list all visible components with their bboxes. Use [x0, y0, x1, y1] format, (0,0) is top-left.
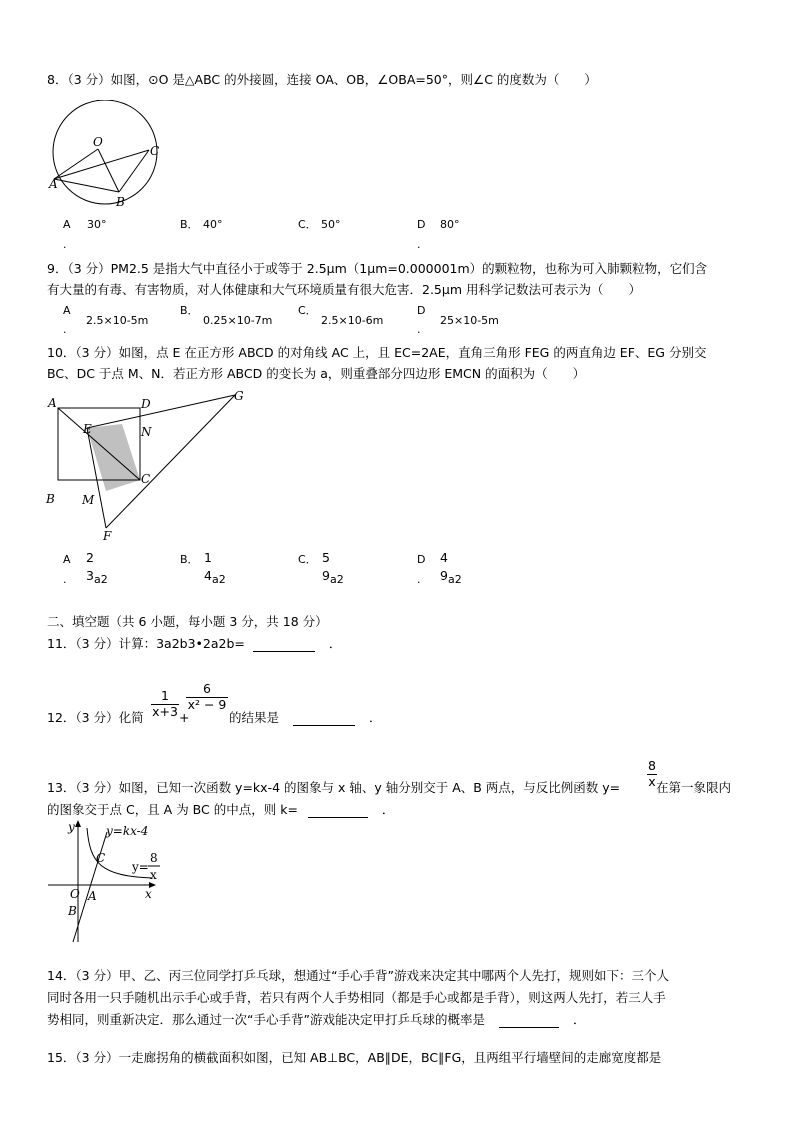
q14-line3: 势相同，则重新决定．那么通过一次“手心手背”游戏能决定甲打乒乓球的概率是 ． — [47, 1012, 586, 1027]
q11-text: 11．（3 分）计算：3a2b3•2a2b= ． — [47, 636, 342, 651]
q8-label-a: A — [49, 177, 58, 191]
q9-opt-d-dot: . — [417, 323, 421, 336]
q12-prefix: 12．（3 分）化简 — [47, 710, 144, 725]
q13-label-curve-den: x — [150, 868, 157, 882]
q10-opt-a-frac: 2 3 — [86, 550, 94, 583]
q10-label-c: C — [141, 472, 151, 486]
q10-label-f: F — [103, 529, 112, 543]
q10-label-g: G — [234, 389, 244, 403]
q10-opt-d-dot: . — [417, 573, 421, 586]
q8-stem: 8．（3 分）如图，⊙O 是△ABC 的外接圆，连接 OA、OB，∠OBA=50°，则∠C 的度数为（ ） — [47, 72, 597, 87]
q10-opt-b-frac: 1 4 — [204, 550, 212, 583]
q9-opt-d-text: 25×10-5m — [440, 314, 499, 327]
q9-opt-a-dot: . — [63, 323, 67, 336]
q8-opt-a-dot: . — [63, 238, 67, 251]
q10-label-e: E — [83, 422, 92, 436]
q10-opt-c-letter: C． — [298, 553, 317, 566]
q13-label-o: O — [70, 887, 80, 901]
q13-label-x: x — [145, 887, 152, 901]
q8-opt-d-text: 80° — [440, 218, 460, 231]
q9-opt-c-letter: C． — [298, 304, 317, 317]
q8-opt-b-letter: B． — [180, 218, 199, 231]
q9-opt-c-text: 2.5×10-6m — [321, 314, 384, 327]
q10-opt-c-frac: 5 9 — [322, 550, 330, 583]
q13-label-a: A — [88, 889, 97, 903]
q13-label-curve-prefix: y= — [132, 860, 149, 874]
q10-opt-a-dot: . — [63, 573, 67, 586]
q13-label-curve-num: 8 — [150, 851, 158, 865]
q10-opt-a-suffix: a2 — [94, 573, 108, 586]
q10-figure — [40, 388, 260, 543]
q12-answer-blank — [293, 725, 355, 726]
q10-label-n: N — [141, 425, 152, 439]
q9-opt-a-text: 2.5×10-5m — [86, 314, 149, 327]
q9-opt-d-letter: D — [417, 304, 426, 317]
q13-answer-blank — [308, 817, 368, 818]
q10-opt-b-letter: B． — [180, 553, 199, 566]
q8-label-b: B — [116, 195, 125, 209]
q10-label-m: M — [82, 493, 95, 507]
q10-line2: BC、DC 于点 M、N．若正方形 ABCD 的变长为 a，则重叠部分四边形 EMCN 的面积为（ ） — [47, 366, 586, 381]
q15-line1: 15．（3 分）一走廊拐角的横截面积如图，已知 AB⊥BC，AB∥DE，BC∥FG，且两组平行墙壁间的走廊宽度都是 — [47, 1050, 662, 1065]
q8-opt-a-letter: A — [63, 218, 71, 231]
q8-opt-b-text: 40° — [203, 218, 223, 231]
q8-figure — [40, 100, 180, 210]
q10-opt-b-suffix: a2 — [212, 573, 226, 586]
q10-opt-d-letter: D — [417, 553, 426, 566]
q9-line1: 9．（3 分）PM2.5 是指大气中直径小于或等于 2.5μm（1μm=0.000001m）的颗粒物，也称为可入肺颗粒物，它们含 — [47, 261, 708, 276]
q8-label-o: O — [93, 135, 103, 149]
q14-line2: 同时各用一只手随机出示手心或手背，若只有两个人手势相同（都是手心或都是手背），则这两人先打，若三人手 — [47, 990, 666, 1005]
q8-opt-a-text: 30° — [87, 218, 107, 231]
q10-opt-c-suffix: a2 — [330, 573, 344, 586]
q13-label-c: C — [96, 851, 106, 865]
section-2-heading: 二、填空题（共 6 小题，每小题 3 分，共 18 分） — [47, 614, 328, 629]
q8-opt-d-letter: D — [417, 218, 426, 231]
q13-line2: 的图象交于点 C，且 A 为 BC 的中点，则 k= ． — [47, 802, 395, 817]
q8-opt-c-text: 50° — [321, 218, 341, 231]
q8-opt-c-letter: C． — [298, 218, 317, 231]
q13-line1b: 在第一象限内 — [656, 780, 732, 795]
q10-label-d: D — [141, 397, 151, 411]
q9-opt-b-letter: B． — [180, 304, 199, 317]
q13-frac: 8 x — [648, 758, 656, 789]
q13-label-line: y=kx-4 — [106, 824, 149, 838]
q10-shaded-region — [87, 424, 140, 491]
q8-opt-d-dot: . — [417, 238, 421, 251]
q12-frac2: 6 x² − 9 — [187, 681, 227, 712]
q13-figure — [40, 818, 180, 946]
q10-label-b: B — [46, 492, 55, 506]
q8-label-c: C — [150, 144, 160, 158]
q9-line2: 有大量的有毒、有害物质，对人体健康和大气环境质量有很大危害．2.5μm 用科学记数法可表示为（ ） — [47, 282, 641, 297]
q11-answer-blank — [253, 651, 315, 652]
q9-opt-b-text: 0.25×10-7m — [203, 314, 273, 327]
q12-frac1: 1 x+3 — [152, 688, 178, 719]
q14-line1: 14．（3 分）甲、乙、丙三位同学打乒乓球，想通过“手心手背”游戏来决定其中哪两个人先打，规则如下：三个人 — [47, 968, 670, 983]
q10-opt-d-suffix: a2 — [448, 573, 462, 586]
q13-label-y: y — [68, 820, 75, 834]
q12-suffix: 的结果是 ． — [229, 710, 382, 725]
q9-opt-a-letter: A — [63, 304, 71, 317]
q14-answer-blank — [499, 1027, 559, 1028]
q10-opt-d-frac: 4 9 — [440, 550, 448, 583]
q12-plus: + — [179, 710, 190, 725]
q13-line1a: 13．（3 分）如图，已知一次函数 y=kx-4 的图象与 x 轴、y 轴分别交于 A、B 两点，与反比例函数 y= — [47, 780, 621, 795]
q10-opt-a-letter: A — [63, 553, 71, 566]
q13-label-b: B — [68, 904, 77, 918]
q10-label-a: A — [48, 396, 57, 410]
q10-line1: 10．（3 分）如图，点 E 在正方形 ABCD 的对角线 AC 上，且 EC=2AE，直角三角形 FEG 的两直角边 EF、EG 分别交 — [47, 345, 707, 360]
